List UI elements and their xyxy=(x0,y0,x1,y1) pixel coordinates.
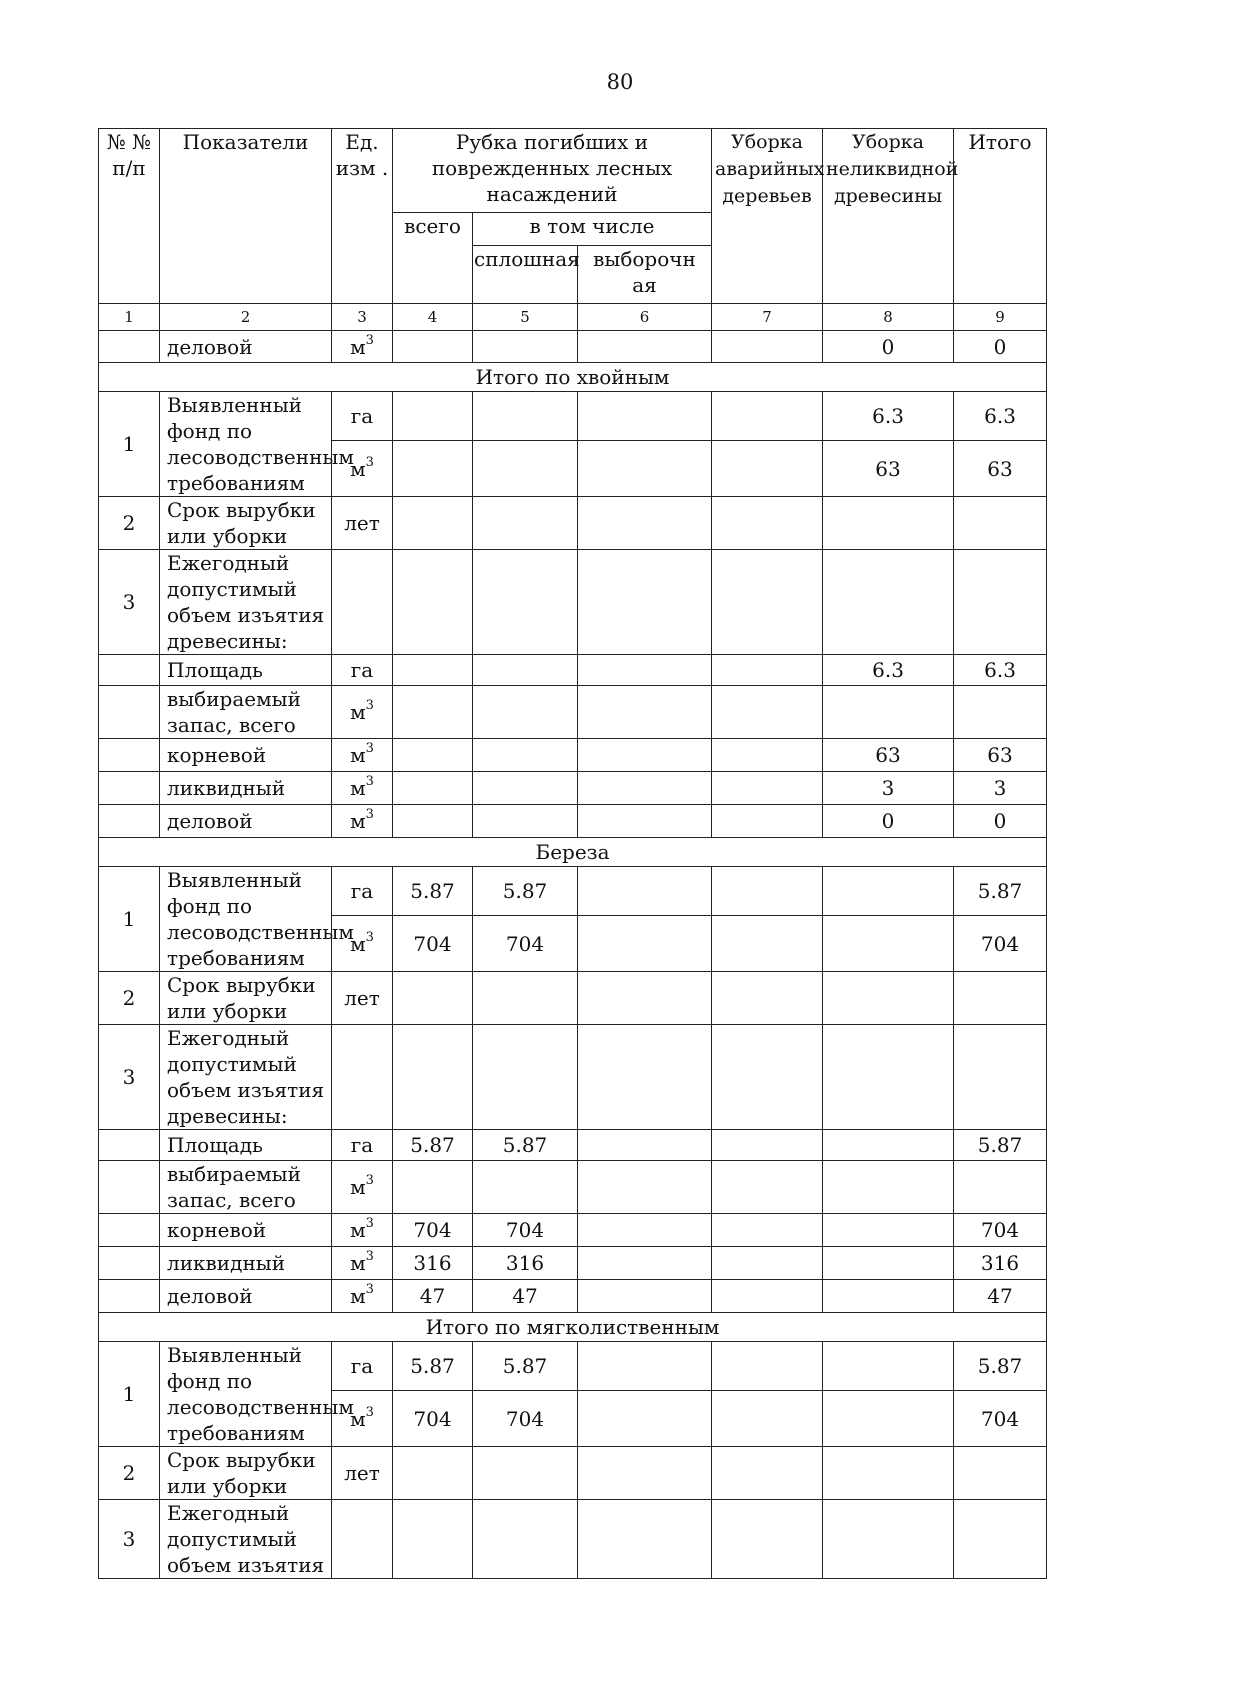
col-num: 9 xyxy=(954,304,1047,331)
value-cell xyxy=(473,805,578,838)
value-cell: 47 xyxy=(393,1280,473,1313)
table-row xyxy=(99,686,1047,739)
table-row xyxy=(99,1447,1047,1500)
table-row xyxy=(99,1247,1047,1280)
table-row xyxy=(99,655,1047,686)
col-num: 2 xyxy=(160,304,332,331)
unit-cell: лет xyxy=(332,497,393,550)
table-row xyxy=(99,1161,1047,1214)
row-label: Площадь xyxy=(160,1130,332,1161)
value-cell: 704 xyxy=(473,1214,578,1247)
value-cell: 704 xyxy=(393,916,473,972)
row-number: 3 xyxy=(99,1500,160,1579)
row-label: Выявленный фонд по лесоводственным требованиям xyxy=(160,867,332,972)
value-cell: 704 xyxy=(954,1214,1047,1247)
value-cell: 0 xyxy=(954,331,1047,363)
row-label: Срок вырубки или уборки xyxy=(160,497,332,550)
row-label: Выявленный фонд по лесоводственным требованиям xyxy=(160,392,332,497)
header-including: в том числе xyxy=(473,213,712,246)
value-cell: 5.87 xyxy=(473,1130,578,1161)
row-label: Ежегодный допустимый объем изъятия древесины: xyxy=(160,550,332,655)
value-cell: 704 xyxy=(473,916,578,972)
value-cell xyxy=(473,739,578,772)
value-cell: 704 xyxy=(393,1214,473,1247)
section-header-conifers xyxy=(99,363,1047,392)
table-row xyxy=(99,972,1047,1025)
row-label: деловой xyxy=(160,331,332,363)
section-title: Итого по хвойным xyxy=(99,363,1047,392)
unit-cell: $м^3$ xyxy=(332,1214,393,1247)
row-label: ликвидный xyxy=(160,1247,332,1280)
unit-cell: га xyxy=(332,655,393,686)
value-cell: 0 xyxy=(823,805,954,838)
header-solid: сплошная xyxy=(473,246,578,304)
unit-cell: лет xyxy=(332,972,393,1025)
value-cell xyxy=(393,392,473,441)
unit-cell: $м^3$ xyxy=(332,772,393,805)
col-num: 6 xyxy=(578,304,712,331)
unit-cell: га xyxy=(332,1130,393,1161)
value-cell: 63 xyxy=(823,739,954,772)
section-header-softwood xyxy=(99,1313,1047,1342)
section-header-birch xyxy=(99,838,1047,867)
value-cell: 5.87 xyxy=(393,867,473,916)
row-number: 2 xyxy=(99,1447,160,1500)
value-cell xyxy=(393,739,473,772)
section-title: Итого по мягколиственным xyxy=(99,1313,1047,1342)
value-cell: 6.3 xyxy=(823,392,954,441)
row-label: корневой xyxy=(160,739,332,772)
header-indicator: Показатели xyxy=(160,129,332,304)
table-row xyxy=(99,1500,1047,1579)
col-num: 4 xyxy=(393,304,473,331)
value-cell: 63 xyxy=(823,441,954,497)
value-cell: 704 xyxy=(473,1391,578,1447)
value-cell xyxy=(823,916,954,972)
page-number: 80 xyxy=(606,70,634,94)
row-number: 2 xyxy=(99,497,160,550)
table-row xyxy=(99,1280,1047,1313)
row-label: ликвидный xyxy=(160,772,332,805)
value-cell: 3 xyxy=(823,772,954,805)
col-num: 1 xyxy=(99,304,160,331)
value-cell: 5.87 xyxy=(393,1342,473,1391)
table-row xyxy=(99,331,1047,363)
value-cell: 3 xyxy=(954,772,1047,805)
value-cell xyxy=(473,392,578,441)
value-cell: 0 xyxy=(823,331,954,363)
value-cell: 63 xyxy=(954,441,1047,497)
value-cell: 6.3 xyxy=(823,655,954,686)
table-row xyxy=(99,1130,1047,1161)
row-number: 3 xyxy=(99,550,160,655)
value-cell xyxy=(823,1130,954,1161)
row-label: деловой xyxy=(160,1280,332,1313)
unit-cell: $м^3$ xyxy=(332,1161,393,1214)
col-num: 3 xyxy=(332,304,393,331)
value-cell: 0 xyxy=(954,805,1047,838)
table-row xyxy=(99,1214,1047,1247)
value-cell: 704 xyxy=(393,1391,473,1447)
value-cell xyxy=(823,1391,954,1447)
value-cell: 47 xyxy=(954,1280,1047,1313)
header-selective: выборочн ая xyxy=(578,246,712,304)
row-number: 1 xyxy=(99,392,160,497)
value-cell: 316 xyxy=(954,1247,1047,1280)
value-cell xyxy=(393,441,473,497)
value-cell: 5.87 xyxy=(473,867,578,916)
row-label: выбираемый запас, всего xyxy=(160,1161,332,1214)
col-num: 5 xyxy=(473,304,578,331)
table-row xyxy=(99,392,1047,441)
table-row xyxy=(99,867,1047,916)
header-emergency-trees: Уборка аварийных деревьев xyxy=(712,129,823,304)
col-num: 8 xyxy=(823,304,954,331)
unit-cell: $м^3$ xyxy=(332,1391,393,1447)
table-row xyxy=(99,550,1047,655)
value-cell: 704 xyxy=(954,1391,1047,1447)
value-cell: 316 xyxy=(473,1247,578,1280)
row-label: Ежегодный допустимый объем изъятия древесины: xyxy=(160,1025,332,1130)
unit-cell: га xyxy=(332,867,393,916)
unit-cell: га xyxy=(332,1342,393,1391)
header-num: № № п/п xyxy=(99,129,160,304)
value-cell xyxy=(393,805,473,838)
table-row xyxy=(99,497,1047,550)
section-title: Береза xyxy=(99,838,1047,867)
table-row xyxy=(99,805,1047,838)
unit-cell: $м^3$ xyxy=(332,686,393,739)
value-cell xyxy=(393,772,473,805)
unit-cell: $м^3$ xyxy=(332,739,393,772)
row-label: Площадь xyxy=(160,655,332,686)
row-label: корневой xyxy=(160,1214,332,1247)
header-felling-group: Рубка погибших и поврежденных лесных насаждений xyxy=(393,129,712,213)
unit-cell: лет xyxy=(332,1447,393,1500)
value-cell: 704 xyxy=(954,916,1047,972)
row-number: 2 xyxy=(99,972,160,1025)
value-cell: 6.3 xyxy=(954,392,1047,441)
value-cell xyxy=(823,1280,954,1313)
unit-cell: га xyxy=(332,392,393,441)
unit-cell: $м^3$ xyxy=(332,916,393,972)
row-label: деловой xyxy=(160,805,332,838)
unit-cell: $м^3$ xyxy=(332,1247,393,1280)
value-cell xyxy=(823,1342,954,1391)
row-number: 3 xyxy=(99,1025,160,1130)
value-cell: 6.3 xyxy=(954,655,1047,686)
value-cell: 47 xyxy=(473,1280,578,1313)
unit-cell: $м^3$ xyxy=(332,331,393,363)
header-total-sub: всего xyxy=(393,213,473,304)
row-label: Ежегодный допустимый объем изъятия xyxy=(160,1500,332,1579)
value-cell: 5.87 xyxy=(473,1342,578,1391)
row-label: Выявленный фонд по лесоводственным требованиям xyxy=(160,1342,332,1447)
unit-cell: $м^3$ xyxy=(332,805,393,838)
value-cell: 5.87 xyxy=(954,1130,1047,1161)
value-cell: 63 xyxy=(954,739,1047,772)
table-row xyxy=(99,1025,1047,1130)
value-cell xyxy=(473,655,578,686)
row-label: Срок вырубки или уборки xyxy=(160,1447,332,1500)
value-cell: 5.87 xyxy=(954,1342,1047,1391)
value-cell: 316 xyxy=(393,1247,473,1280)
value-cell xyxy=(473,441,578,497)
header-illiquid-wood: Уборка неликвидной древесины xyxy=(823,129,954,304)
row-number: 1 xyxy=(99,867,160,972)
column-numbers-row xyxy=(99,304,1047,331)
row-label: выбираемый запас, всего xyxy=(160,686,332,739)
unit-cell: $м^3$ xyxy=(332,441,393,497)
value-cell xyxy=(823,1247,954,1280)
table-row xyxy=(99,1342,1047,1391)
table-row xyxy=(99,739,1047,772)
value-cell xyxy=(823,1214,954,1247)
value-cell xyxy=(473,772,578,805)
value-cell xyxy=(823,867,954,916)
unit-cell: $м^3$ xyxy=(332,1280,393,1313)
value-cell: 5.87 xyxy=(954,867,1047,916)
row-number: 1 xyxy=(99,1342,160,1447)
value-cell xyxy=(393,655,473,686)
header-unit: Ед. изм . xyxy=(332,129,393,304)
value-cell: 5.87 xyxy=(393,1130,473,1161)
row-label: Срок вырубки или уборки xyxy=(160,972,332,1025)
col-num: 7 xyxy=(712,304,823,331)
table-row xyxy=(99,772,1047,805)
header-itogo: Итого xyxy=(954,129,1047,304)
forest-felling-table xyxy=(98,128,1047,1579)
